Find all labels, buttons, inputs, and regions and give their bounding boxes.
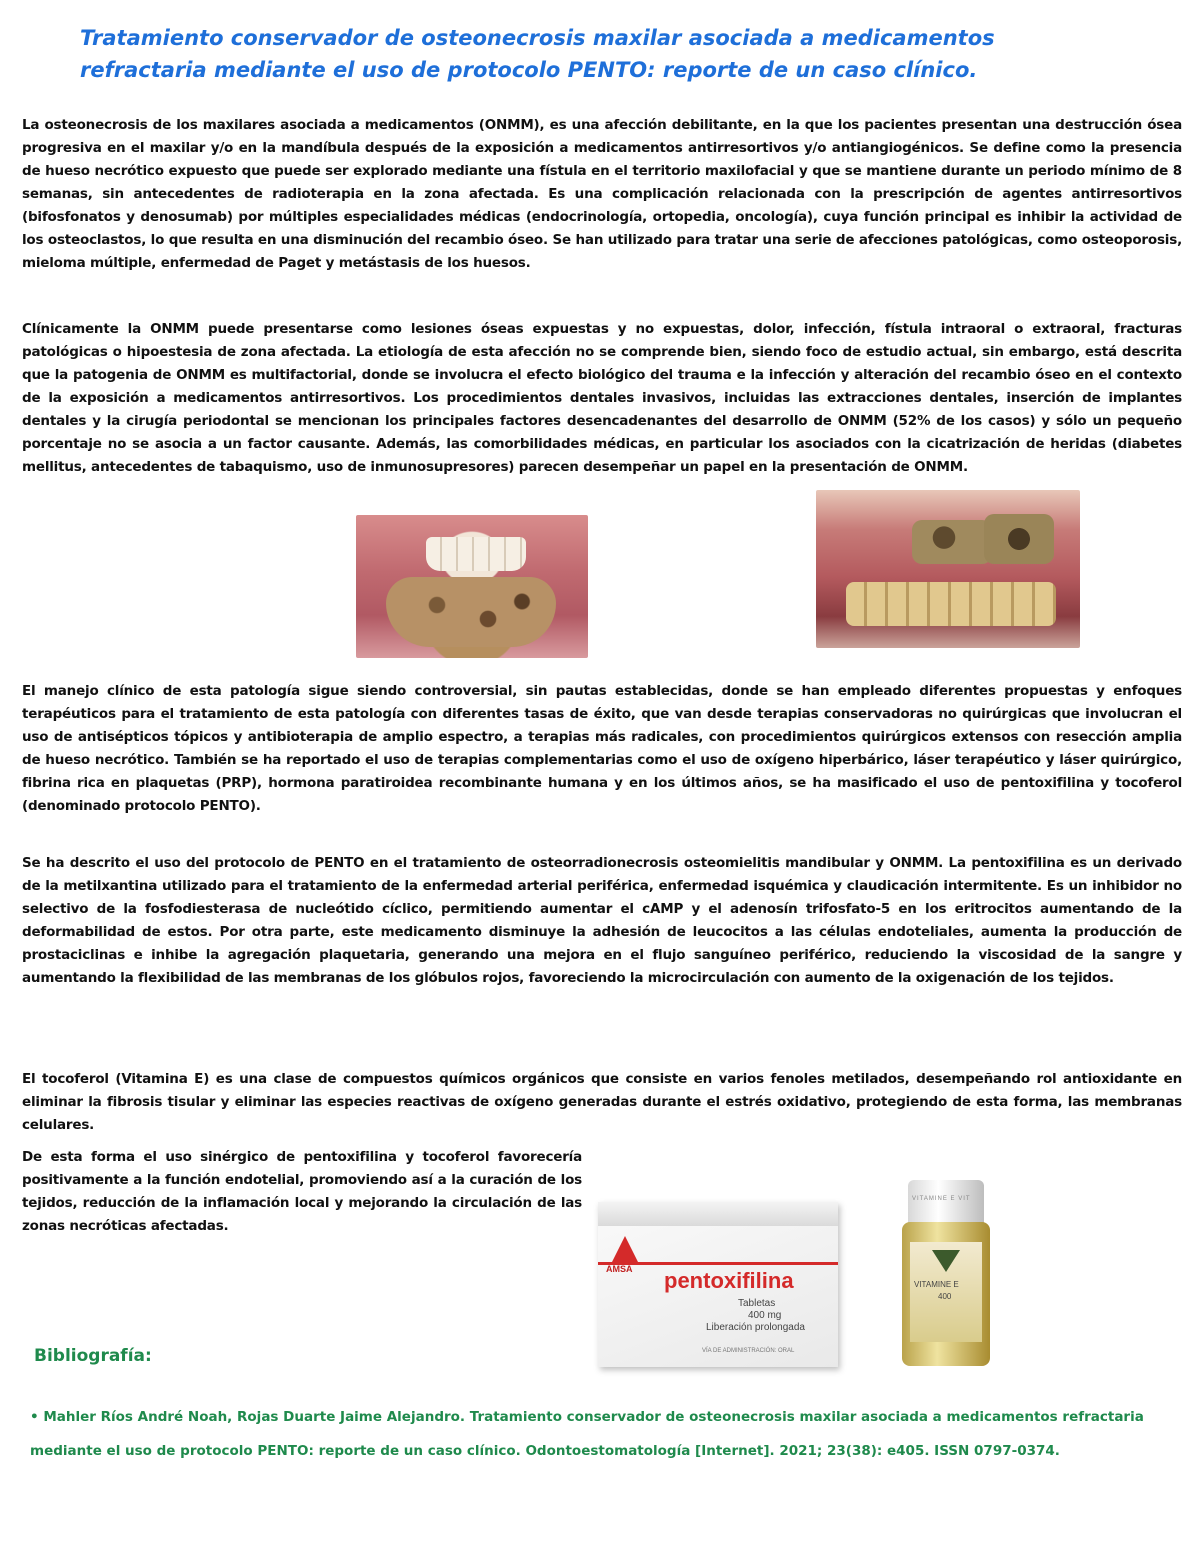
- lower-teeth-shape: [846, 582, 1056, 626]
- box-stripe: [598, 1262, 838, 1265]
- necrotic-bone-shape: [386, 577, 556, 647]
- box-brand: AMSA: [606, 1264, 633, 1274]
- paragraph-synergy: De esta forma el uso sinérgico de pentoxifilina y tocoferol favorecería positivamente a la función endotelial, promoviendo así a la curación de los tejidos, reducción de la inflamación local y mejorando la circulación de las zonas necróticas afectadas.: [22, 1149, 582, 1234]
- paragraph-clinical: Clínicamente la ONMM puede presentarse como lesiones óseas expuestas y no expuestas, dolor, infección, fístula intraoral o extraoral, fracturas patológicas o hipoestesia de zona afectada. La etiología de esta afección no se comprende bien, siendo foco de estudio actual, sin embargo, está descrita que la patogenia de ONMM es multifactorial, donde se involucra el efecto biológico del trauma e la infección y alteración del recambio óseo en el contexto de la exposición a medicamentos antirresortivos. Los procedimientos dentales invasivos, incluidas las extracciones dentales, inserción de implantes dentales y la cirugía periodontal se mencionan los principales factores desencadenantes del desarrollo de ONMM (52% de los casos) y sólo un pequeño porcentaje no se asocia a un factor causante. Además, las comorbilidades médicas, en particular los asociados con la cicatrización de heridas (diabetes mellitus, antecedentes de tabaquismo, uso de inmunosupresores) parecen desempeñar un papel en la presentación de ONMM.: [22, 321, 1182, 475]
- box-line-1: Tabletas: [738, 1298, 776, 1309]
- bibliography-entry: • Mahler Ríos André Noah, Rojas Duarte Jaime Alejandro. Tratamiento conservador de osteonecrosis maxilar asociada a medicamentos refractaria mediante el uso de protocolo PENTO: reporte de un caso clínico. Odontoestomatología [Internet]. 2021; 23(38): e405. ISSN 0797-0374.: [30, 1409, 1144, 1459]
- paragraph-pentoxifylline: Se ha descrito el uso del protocolo de PENTO en el tratamiento de osteorradionecrosis osteomielitis mandibular y ONMM. La pentoxifilina es un derivado de la metilxantina utilizado para el tratamiento de la enfermedad arterial periférica, enfermedad isquémica y claudicación intermitente. Es un inhibidor no selectivo de la fosfodiesterasa de nucleótido cíclico, permitiendo aumentar el cAMP y el adenosín trifosfato-5 en los eritrocitos aumentando de la deformabilidad de estos. Por otra parte, este medicamento disminuye la adhesión de leucocitos a las células endoteliales, aumenta la producción de prostaciclinas e inhibe la agregación plaquetaria, generando una mejora en el flujo sanguíneo periférico, reduciendo la viscosidad de la sangre y aumentando la flexibilidad de las membranas de los glóbulos rojos, favoreciendo la microcirculación con aumento de la oxigenación de los tejidos.: [22, 855, 1182, 986]
- box-product-name: pentoxifilina: [664, 1268, 794, 1293]
- paragraph-definition: La osteonecrosis de los maxilares asociada a medicamentos (ONMM), es una afección debilitante, en la que los pacientes presentan una destrucción ósea progresiva en el maxilar y/o en la mandíbula después de la exposición a medicamentos antirresortivos y/o antiangiogénicos. Se define como la presencia de hueso necrótico expuesto que puede ser explorado mediante una fístula en el territorio maxilofacial y que se mantiene durante un periodo mínimo de 8 semanas, sin antecedentes de radioterapia en la zona afectada. Es una complicación relacionada con la prescripción de agentes antirresortivos (bifosfonatos y denosumab) por múltiples especialidades médicas (endocrinología, ortopedia, oncología), cuya función principal es inhibir la actividad de los osteoclastos, lo que resulta en una disminución del recambio óseo. Se han utilizado para tratar una serie de afecciones patológicas, como osteoporosis, mieloma múltiple, enfermedad de Paget y metástasis de los huesos.: [22, 117, 1182, 271]
- brand-logo-icon: [612, 1236, 638, 1262]
- bottle-label-text-1: VITAMINE E: [914, 1280, 959, 1289]
- clinical-photo-lower-jaw: [356, 515, 588, 658]
- teeth-shape: [426, 537, 526, 571]
- clinical-photo-upper-jaw: [816, 490, 1080, 648]
- pentoxifylline-box-image: [598, 1202, 838, 1367]
- vitamin-e-bottle-image: [902, 1180, 990, 1366]
- box-line-3: Liberación prolongada: [706, 1322, 805, 1333]
- box-top: [598, 1202, 838, 1226]
- paragraph-management: El manejo clínico de esta patología sigue siendo controversial, sin pautas establecidas, donde se han empleado diferentes propuestas y enfoques terapéuticos para el tratamiento de esta patología con diferentes tasas de éxito, que van desde terapias conservadoras no quirúrgicas que involucran el uso de antisépticos tópicos y antibioterapia de amplio espectro, a terapias más radicales, con procedimientos quirúrgicos extensos con resección amplia de hueso necrótico. También se ha reportado el uso de terapias complementarias como el uso de oxígeno hiperbárico, láser terapéutico y láser quirúrgico, fibrina rica en plaquetas (PRP), hormona paratiroidea recombinante humana y en los últimos años, se ha masificado el uso de pentoxifilina y tocoferol (denominado protocolo PENTO).: [22, 683, 1182, 814]
- document-title: Tratamiento conservador de osteonecrosis maxilar asociada a medicamentos refractaria mediante el uso de protocolo PENTO: reporte de un caso clínico.: [80, 26, 995, 82]
- exposed-bone-shape: [912, 520, 992, 564]
- paragraph-tocopherol: El tocoferol (Vitamina E) es una clase de compuestos químicos orgánicos que consiste en varios fenoles metilados, desempeñando rol antioxidante en eliminar la fibrosis tisular y eliminar las especies reactivas de oxígeno generadas durante el estrés oxidativo, protegiendo de esta forma, las membranas celulares.: [22, 1071, 1182, 1133]
- exposed-bone-shape-2: [984, 514, 1054, 564]
- bibliography-heading: Bibliografía:: [34, 1346, 152, 1366]
- bottle-label-text-2: 400: [938, 1292, 952, 1301]
- bottle-cap-text: VITAMINE E VIT: [912, 1196, 971, 1202]
- box-line-2: 400 mg: [748, 1310, 782, 1321]
- bottle-cap: [908, 1180, 984, 1224]
- box-line-4: VÍA DE ADMINISTRACIÓN: ORAL: [702, 1348, 795, 1354]
